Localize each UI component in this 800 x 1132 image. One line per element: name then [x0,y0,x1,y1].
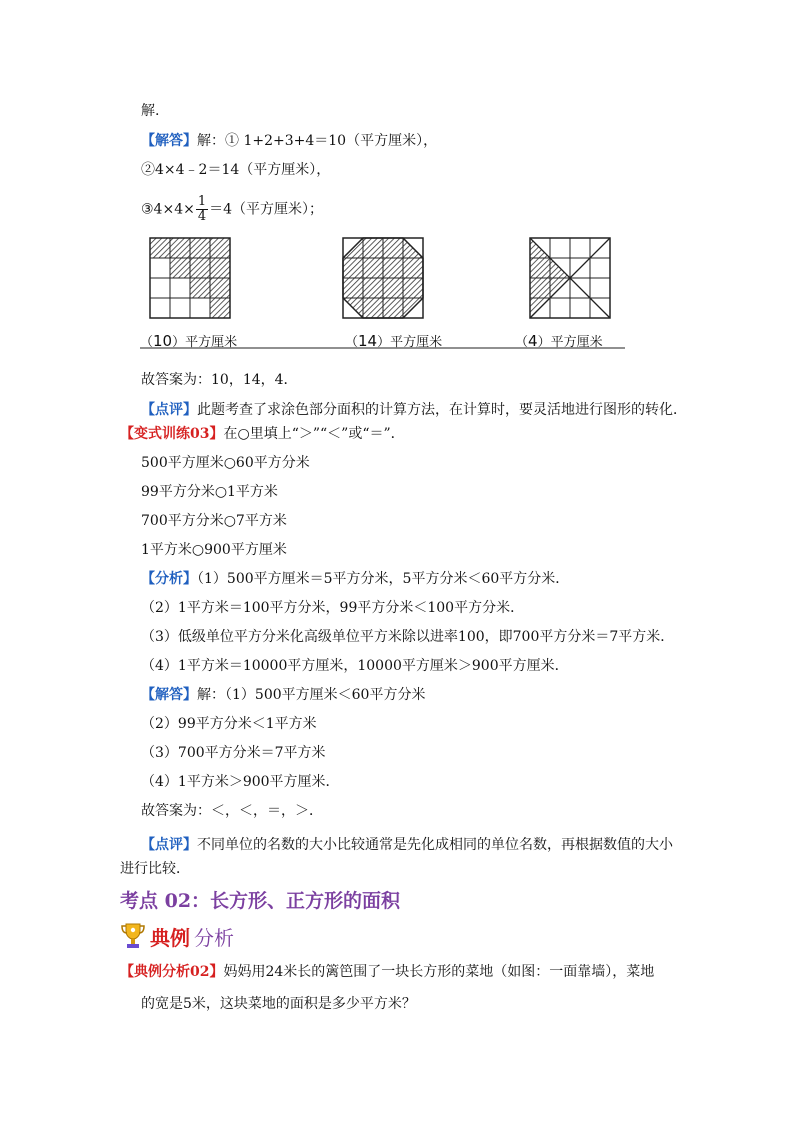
section-heading: 考点 02：长方形、正方形的面积 [120,890,401,912]
comment2-line-2: 进行比较． [120,861,190,877]
banner-text-1: 典例 [150,925,190,950]
analysis-text: （1）500平方厘米＝5平方分米，5平方分米＜60平方分米． [197,571,570,587]
figure-1 [150,238,230,318]
formula-part: ＝4（平方厘米）； [209,201,324,218]
caption-value: 4 [528,332,538,350]
question-3: 700平方分米○7平方米 [141,513,287,529]
variant-exercise-tag: 【变式训练03】 [120,426,224,442]
caption-value: 10 [153,332,173,350]
variant-exercise-text: 在○里填上“＞”“＜”或“＝”． [223,426,405,442]
formula-part: ③4×4× [141,201,195,218]
solution-text: 解：（1）500平方厘米＜60平方分米 [197,687,426,703]
figure-2-caption [345,331,442,350]
solution2-line-4: （4）1平方米＞900平方厘米． [141,774,340,790]
caption-open: （ [140,335,154,350]
solution-text: 解：① 1+2+3+4＝10（平方厘米）， [197,133,438,149]
solution2-line-2: （2）99平方分米＜1平方米 [141,716,317,732]
solution-line-1 [141,131,437,151]
variant-exercise-line [120,424,405,444]
caption-value: 14 [358,332,378,350]
trophy-icon [120,921,146,951]
text-line: 解. [141,103,160,119]
solution-line-3 [141,195,323,224]
solution-line-2: ②4×4﹣2＝14（平方厘米）， [141,162,331,178]
figure-3 [530,238,610,318]
figure-3-caption [515,331,603,350]
caption-unit: ）平方厘米 [377,335,443,350]
caption-open: （ [515,335,529,350]
caption-unit: ）平方厘米 [172,335,238,350]
fraction-denominator: 4 [197,209,207,224]
fraction [196,195,208,224]
answer-line-2: 故答案为：＜，＜，＝，＞． [141,803,323,819]
solution-tag: 【解答】 [141,133,197,149]
solution-tag: 【解答】 [141,687,197,703]
fraction-numerator: 1 [197,194,207,209]
answer-line-1: 故答案为：10，14，4． [141,372,298,388]
comment-line-1 [141,400,687,420]
figure-2 [343,238,423,318]
question-2: 99平方分米○1平方米 [141,484,278,500]
solution2-line-1 [141,685,425,705]
caption-unit: ）平方厘米 [537,335,603,350]
comment2-line-1 [141,835,673,855]
solution2-line-3: （3）700平方分米＝7平方米 [141,745,326,761]
caption-open: （ [345,335,359,350]
question-4: 1平方米○900平方厘米 [141,542,287,558]
analysis-tag: 【分析】 [141,571,197,587]
analysis-line-1 [141,569,569,589]
example-line-1 [120,962,654,982]
comment-tag: 【点评】 [141,402,197,418]
example-text: 妈妈用24米长的篱笆围了一块长方形的菜地（如图：一面靠墙），菜地 [223,964,655,980]
example-tag: 【典例分析02】 [120,964,224,980]
example-line-2: 的宽是5米，这块菜地的面积是多少平方米？ [141,996,416,1012]
analysis-line-2: （2）1平方米＝100平方分米，99平方分米＜100平方分米． [141,600,525,616]
comment-text: 此题考查了求涂色部分面积的计算方法，在计算时，要灵活地进行图形的转化． [197,402,687,418]
banner-text-2: 分析 [194,925,234,950]
example-banner [120,921,234,951]
comment-text: 不同单位的名数的大小比较通常是先化成相同的单位名数，再根据数值的大小 [197,837,673,853]
analysis-line-4: （4）1平方米＝10000平方厘米，10000平方厘米＞900平方厘米． [141,658,569,674]
question-1: 500平方厘米○60平方分米 [141,455,310,471]
comment-tag: 【点评】 [141,837,197,853]
analysis-line-3: （3）低级单位平方分米化高级单位平方米除以进率100，即700平方分米＝7平方米． [141,629,675,645]
figure-1-caption [140,331,237,350]
